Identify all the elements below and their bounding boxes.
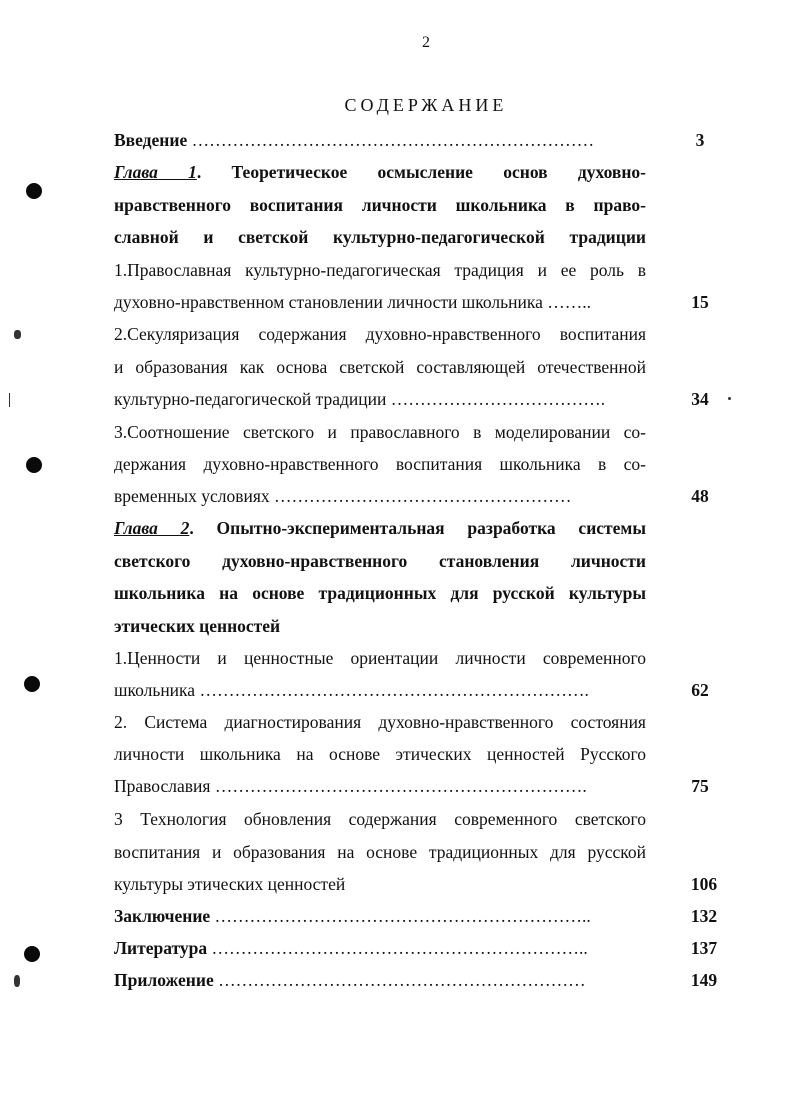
dot-leader: …………………………………………………………. bbox=[199, 680, 589, 700]
toc-entry-literature[interactable] bbox=[114, 936, 646, 960]
dot-leader: …………………………………………… bbox=[274, 486, 572, 506]
section-2-3[interactable]: 3 Технология обновления содержания современного светского bbox=[114, 809, 646, 829]
intro-label: Введение bbox=[114, 130, 188, 150]
section-2-2-cont: Православия ………………………………………………………. bbox=[114, 776, 587, 796]
chapter1-heading-cont: славной и светской культурно-педагогической традиции bbox=[114, 227, 646, 247]
section-2-2-page: 75 bbox=[691, 776, 709, 796]
section-1-3-page: 48 bbox=[691, 486, 709, 506]
section-1-1[interactable]: 1.Православная культурно-педагогическая традиция и ее роль в bbox=[114, 260, 646, 280]
section-1-2-cont: и образования как основа светской составляющей отечественной bbox=[114, 357, 646, 377]
punch-hole-4 bbox=[24, 946, 40, 962]
section-1-2-cont: культурно-педагогической традиции ………………………………. bbox=[114, 389, 606, 409]
punch-hole-2 bbox=[26, 457, 42, 473]
scan-speck bbox=[14, 330, 21, 339]
dot-leader: ……………………………………………………….. bbox=[214, 906, 591, 926]
section-1-1-page: 15 bbox=[691, 292, 709, 312]
conclusion-page: 132 bbox=[690, 906, 718, 926]
literature-page: 137 bbox=[690, 938, 718, 958]
dot-leader: ………………………………………………………. bbox=[214, 776, 587, 796]
scan-speck bbox=[9, 393, 10, 407]
page-number: 2 bbox=[422, 34, 430, 51]
chapter2-heading-cont: школьника на основе традиционных для русской культуры bbox=[114, 583, 646, 603]
dot-leader: ………………………………. bbox=[390, 389, 606, 409]
chapter2-heading-cont: светского духовно-нравственного становления личности bbox=[114, 551, 646, 571]
chapter2-heading[interactable]: Глава 2. Опытно-экспериментальная разработка системы bbox=[114, 518, 646, 538]
toc-entry-conclusion[interactable] bbox=[114, 904, 646, 928]
section-2-3-page: 106 bbox=[690, 874, 718, 894]
intro-page: 3 bbox=[695, 130, 705, 150]
appendix-page: 149 bbox=[690, 970, 718, 990]
section-1-2[interactable]: 2.Секуляризация содержания духовно-нравственного воспитания bbox=[114, 324, 646, 344]
punch-hole-1 bbox=[26, 183, 42, 199]
chapter1-heading-cont: нравственного воспитания личности школьника в право- bbox=[114, 195, 646, 215]
appendix-label: Приложение bbox=[114, 970, 214, 990]
section-1-3-cont: временных условиях …………………………………………… bbox=[114, 486, 572, 506]
dot-leader: ……………………………………………………… bbox=[218, 970, 586, 990]
punch-hole-3 bbox=[24, 676, 40, 692]
section-1-3-cont: держания духовно-нравственного воспитания школьника в со- bbox=[114, 454, 646, 474]
section-2-3-cont: культуры этических ценностей bbox=[114, 874, 346, 894]
section-1-1-cont: духовно-нравственном становлении личности школьника …….. bbox=[114, 292, 591, 312]
chapter2-heading-cont: этических ценностей bbox=[114, 616, 281, 636]
conclusion-label: Заключение bbox=[114, 906, 211, 926]
dot-leader: ……………………………………………………….. bbox=[211, 938, 588, 958]
section-2-2-cont: личности школьника на основе этических ценностей Русского bbox=[114, 744, 646, 764]
scan-speck bbox=[14, 975, 20, 987]
section-2-3-cont: воспитания и образования на основе традиционных для русской bbox=[114, 842, 646, 862]
section-1-2-page: 34 bbox=[691, 389, 709, 409]
dot-leader: …………………………………………………………… bbox=[191, 130, 595, 150]
section-1-3[interactable]: 3.Соотношение светского и православного в моделировании со- bbox=[114, 422, 646, 442]
toc-entry-intro[interactable] bbox=[114, 128, 646, 152]
toc-entry-appendix[interactable] bbox=[114, 968, 646, 992]
chapter2-label: Глава 2 bbox=[114, 518, 190, 538]
chapter1-heading[interactable]: Глава 1. Теоретическое осмысление основ духовно- bbox=[114, 162, 646, 182]
section-2-1[interactable]: 1.Ценности и ценностные ориентации личности современного bbox=[114, 648, 646, 668]
dot-leader: …….. bbox=[547, 292, 591, 312]
section-2-1-cont: школьника …………………………………………………………. bbox=[114, 680, 589, 700]
chapter1-label: Глава 1 bbox=[114, 162, 197, 182]
literature-label: Литература bbox=[114, 938, 208, 958]
section-2-2[interactable]: 2. Система диагностирования духовно-нравственного состояния bbox=[114, 712, 646, 732]
toc-title: СОДЕРЖАНИЕ bbox=[344, 95, 508, 115]
section-2-1-page: 62 bbox=[691, 680, 709, 700]
